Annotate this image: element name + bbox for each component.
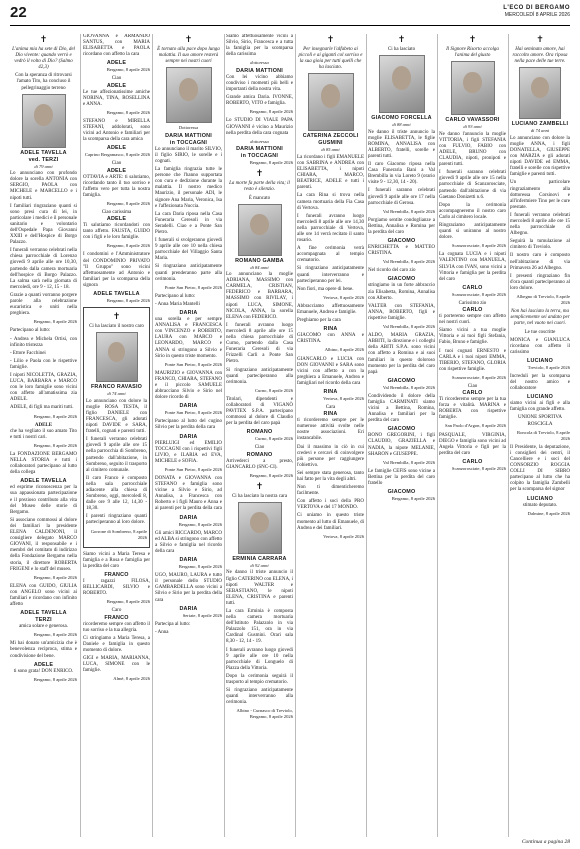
place-date: Scanzorosciate, 8 aprile 2026 <box>451 291 506 297</box>
condolence-text: Ti salutiamo ricordandoti con tanto affetto. FAUSTA, GUIDO con i figli e le loro famiglie. <box>83 223 150 241</box>
obituary-text: Dopo la cerimonia seguirà il trasporto al tempio crematorio. <box>226 673 293 685</box>
deceased-name: ADELE TAVELLA <box>20 478 67 485</box>
condolence-text: Abbracciamo affettuosamente Emanuele, Andrea e famiglie. <box>297 303 364 316</box>
deceased-name: DARIA MATTIONI <box>165 132 212 139</box>
condolence-text: Il Presidente, la deputazione, i consiglieri dei centri, il Cancelliere e i soci del CONSORZIO ROGGIA COLLI DI SIBRO partecipano al lutto che ha colpito la famiglia Zambelli per la scomparsa del signor <box>510 444 570 493</box>
condolence-text: - Anna <box>155 629 169 635</box>
obituary-text: I parenti ringraziano quanti parteciperanno al loro dolore. <box>86 514 147 526</box>
place-date: Curno, 8 aprile 2026 <box>254 387 293 393</box>
column-divider <box>152 34 153 837</box>
condolence-text: Non ti dimenticheremo facilmente. <box>297 485 364 497</box>
obituary-text: A fine cerimonia verrà accompagnata al tempio crematorio. <box>297 246 364 264</box>
place-date: Ponte San Pietro, 8 aprile 2026 <box>164 466 222 472</box>
obituary-text: La cara Daria riposa nella Casa Funeraria Ceresoli in via Seradelli. Ciao e a Ponte San Pietro. <box>155 211 222 235</box>
condolence-text: Ti ricorderemo sempre per la tua forza e vitalità. MARINA e ROBERTA con rispettive famiglie. <box>439 397 506 421</box>
place-date: Bergamo, 8 aprile 2026 <box>178 564 222 570</box>
deceased-name: ADELE <box>106 60 127 67</box>
newspaper-name: L'ECO DI BERGAMO <box>503 5 570 11</box>
obituary-text: Lo annunciano con profondo dolore la sorella ANTONIA con SERGIO, PAOLA con MICHELE e MARCELLO e i nipoti tutti. <box>10 171 77 201</box>
place-date: Almè, 8 aprile 2026 <box>113 676 150 682</box>
deceased-name: LUCIANO ZAMBELLI <box>511 121 569 128</box>
condolence-text: amica solare e generosa. <box>19 624 68 630</box>
condolence-text: Lo STUDIO DI VIALE PAPA GIOVANNI è vicino a Maurizio nella perdita della cara cognata <box>226 118 293 136</box>
cross-icon: ✝ <box>397 35 406 45</box>
deceased-title: dottoressa <box>250 138 269 144</box>
deceased-name: GIACOMO <box>387 489 416 496</box>
cross-icon: ✝ <box>326 35 335 45</box>
deceased-name: CARLO <box>462 284 483 291</box>
obituary-column-8 <box>510 34 570 834</box>
portrait-photo <box>166 67 212 123</box>
salutation: Ciao <box>111 76 122 82</box>
place-date: Caprino Bergamasco, 8 aprile 2026 <box>84 152 150 158</box>
obituary-text: Ne danno l'annuncio la moglie VITTORIA, i figli STEFANIA con FULVIO, FABIO con ADELE, BRUNO con CLAUDIA, nipoti, pronipoti e parenti tutti. <box>439 131 506 168</box>
condolence-text: Ci uniamo in questo triste momento al lutto di Emanuele, di Andrea e dei familiari. <box>297 513 364 531</box>
condolence-text: ADELE, di figli ma mariti tutti. <box>10 405 74 411</box>
epigraph: Hai seminato amore, hai raccolto amore. Ora riposa nella pace delle tue terre. <box>512 47 568 65</box>
obituary-column-5 <box>297 34 364 834</box>
condolence-text: Le famiglie CEFIS sono vicine a Bettina per la perdita del caro fratello <box>368 468 435 486</box>
portrait-photo <box>308 73 354 131</box>
obituary-text: Un particolare ringraziamento alla dottoressa Corsinovi e all'infermiere Tino per le cure prestate. <box>510 180 570 210</box>
deceased-name: CARLO <box>462 458 483 465</box>
condolence-text: BONO GREGORINI, i figli CLAUDIO, GRAZIELLA e NADIA, la nipote MELANIE, SHARON e GIUSEPPE. <box>368 433 435 457</box>
deceased-name: LUCIANO <box>527 357 553 364</box>
obituary-text: Si ringraziano anticipatamente quanti interverranno alla cerimonia. <box>226 688 293 706</box>
deceased-name: ADELE <box>106 145 127 152</box>
obituary-text: Lo annunciano il marito SILVIO, il figlio SIRIO, le sorelle e i cognati. <box>155 146 222 164</box>
condolence-text: stringiamo in un forte abbraccio zia Elisabetta, Romina, Annalisa con Alberto. <box>368 283 435 301</box>
condolence-text: Arrivederci a presto, GIANCARLO (SNC-CI). <box>226 458 293 470</box>
epigraph: Non hai lasciato la terra, ma semplicemente sei andato per parte, nel vuoto nei cuori. <box>510 309 570 327</box>
obituary-text: La famiglia ringrazia tutte le persone che l'hanno supportata con cura e dedizione durante la malattia. Il nostro medico Maurizio, il personale ADI, le signore Ana Maria, Veronica, Isa e l'affezionata Nuccia. <box>155 167 222 209</box>
place-date: Seriate, 8 aprile 2026 <box>182 612 222 618</box>
obituary-text: Non fiori, ma opere di bene. <box>297 286 354 292</box>
deceased-name: DARIA <box>179 403 198 410</box>
epigraph: Per insegnarle l'alfabeto ai piccoli e ai giganti col sorriso e la sua gioia per tutti quelli che ha lasciato. <box>298 47 363 71</box>
obituary-text: I funerali avranno luogo giovedì 9 aprile alle ore 10 nella parrocchiale di Longuelo di Piazza della Vittoria. <box>226 647 293 671</box>
place-date: Bergamo, 8 aprile 2026 <box>106 200 150 206</box>
place-date: Bergamo, 8 aprile 2026 <box>391 496 435 502</box>
obituary-text: Si ringraziano anticipatamente quanti prenderanno parte alla cerimonia. <box>155 264 222 282</box>
condolence-text: GIACOMO con ANNA e CRISTINA. <box>297 333 364 345</box>
column-divider <box>295 34 296 837</box>
condolence-text: GIANCARLO e LUCIA con DON GIOVANNI e SARA sono vicini con affetto a con la preghiera a Emanuele, Andrea e famigliari nel ricordo della cara <box>297 356 364 386</box>
deceased-name: FRANCO <box>104 614 129 621</box>
condolence-text: Condividendo il dolore della famiglia CARMINATI siamo vicini a Bettina, Romina, Annalisa e familiari per la perdita del caro <box>368 393 435 424</box>
salutation: Cara <box>325 405 336 411</box>
cross-icon: ✝ <box>255 481 264 492</box>
deceased-name: ADELE <box>106 82 127 89</box>
condolence-text: Le tue coscritte <box>524 329 556 335</box>
condolence-text: I ragazzi FILOSA, BELLICARDI, SILVIO e ROBERTO. <box>83 579 150 597</box>
place-date: Scanzorosciate, 8 aprile 2026 <box>451 374 506 380</box>
deceased-title: dottoressa <box>250 60 269 66</box>
cross-icon: ✝ <box>255 169 264 180</box>
place-date: Val Brembilla, 8 aprile 2026 <box>382 208 435 214</box>
obituary-text: La cara Erminia è composta nella camera mortuaria dell'Istituto Palazzolo in via Palazzolo 151, ora in via Cardinal Gusmini. Orari sala 8,30 - 12, 14 - 19. <box>226 608 293 645</box>
condolence-text: Partecipa al lutto: <box>155 621 191 627</box>
portrait-photo <box>22 94 66 148</box>
condolence-text: Siamo vicini a tua moglie Vittoria e ai tuoi figli Stefania, Fabio, Bruno e famiglie. <box>439 328 506 346</box>
place-date: Scanzorosciate, 8 aprile 2026 <box>451 243 506 249</box>
obituary-text: I funerali si svolgeranno giovedì 9 aprile alle ore 10 nella chiesa parrocchiale del Villaggio Santa Maria. <box>155 238 222 262</box>
condolence-text: - Ettore Facchinei <box>10 350 46 356</box>
deceased-name: CARLO <box>462 390 483 397</box>
condolence-text: Preghiamo per la cara <box>297 318 341 324</box>
place-date: Albino, 8 aprile 2026 <box>324 347 364 353</box>
deceased-age: di 88 anni <box>392 122 411 128</box>
condolence-text: Le tue affezionatissime amiche NORINA, TINA, ROSELLINA e ANNA. <box>83 89 150 107</box>
portrait-photo <box>451 61 495 115</box>
page-header <box>10 4 570 26</box>
portrait-photo <box>238 204 282 256</box>
deceased-age: di 79 anni <box>34 163 53 169</box>
obituary-text: Il nostro caro è composto nell'abitazione di via Primavera 26 ad Albegno. <box>510 253 570 271</box>
salutation: Ciao <box>111 161 122 167</box>
place-date: Val Brembilla, 8 aprile 2026 <box>382 384 435 390</box>
deceased-name: DARIA <box>179 557 198 564</box>
place-date: Bergamo, 8 aprile 2026 <box>106 109 150 115</box>
deceased-name: LUCIANO <box>527 394 553 401</box>
place-date: Ponte San Pietro, 8 aprile 2026 <box>164 410 222 416</box>
condolence-text: Con affetto i soci della PRO VERTOVA e del 17 MONDO. <box>297 499 364 511</box>
obituary-text: I funerali verranno celebrati giovedì 9 aprile alle ore 15 nella parrocchia di Sombreno, partendo dall'abitazione, in Sombreno, seguito il trasporto al cimitero comunale. <box>86 437 147 473</box>
condolence-text: Partecipano al lutto del cugino Silvio per la perdita della cara <box>155 419 222 431</box>
salutation: Caro <box>111 608 122 614</box>
deceased-name: ADELE <box>106 167 127 174</box>
deceased-name: FRANCO RAVASIO <box>90 384 143 391</box>
obituary-text: I funerali verranno celebrati mercoledì 8 aprile alle ore 15 nella parrocchiale di Albegno. <box>510 212 570 237</box>
deceased-married-name: ved. TERZI <box>28 156 59 163</box>
deceased-age: di 74 anni <box>107 391 126 397</box>
condolence-text: I tuoi cognati ERNESTO e CARLA e i tuoi nipoti EMMA, TIBERIO, STEFANO, GLORIA con rispettive famiglie. <box>439 348 506 372</box>
cross-icon: ✝ <box>39 35 48 45</box>
cross-icon: ✝ <box>536 35 544 45</box>
deceased-age: di 85 anni <box>321 147 340 153</box>
condolence-text: DONATA e GIOVANNA con STEFANO e famiglia sono vicine a Silvio e Sirio, ad Annalisa, a Francesca con Roberto e i figli Mauro e Anna e ai parenti per la perdita della cara <box>155 476 222 512</box>
condolence-text: Nel ricordo del caro zio <box>368 268 416 274</box>
place-date: Vertova, 8 aprile 2026 <box>323 533 364 539</box>
obituary-text: Grazie a quanti vorranno porgere parole alla celebrazione eucaristica e uniti nella preghiera. <box>10 292 77 317</box>
condolence-text: ricorderemo sempre con affetto il tuo sorriso e la tua allegria. <box>83 621 150 633</box>
column-divider <box>224 34 225 837</box>
obituary-intro: Ci ha lasciato <box>387 47 416 52</box>
deceased-age: di 92 anni <box>250 562 269 568</box>
condolence-text: PIERLUIGI ed EMILIO TOCCAGNI con i rispettivi figli LIVIO, e ILARIA ed EVA, MICHELE e SOFIA. <box>155 440 222 464</box>
condolence-text: Dai il massimo in ciò in cui credevi e cercavi di coinvolgere più persone per raggiungere l'obiettivo. <box>297 444 364 468</box>
deceased-name: DARIA <box>179 514 198 521</box>
obituary-column-7 <box>439 34 506 834</box>
column-divider <box>80 34 81 837</box>
deceased-name: GIACOMO <box>387 276 416 283</box>
column-divider <box>508 34 509 837</box>
portrait-photo <box>519 67 561 119</box>
deceased-name: FRANCO <box>104 572 129 579</box>
condolence-text: STEFANO e MIRELLA STEFANI, addolorati, sono vicini ad Antonio e familiari per la scomparsa della cara amica <box>83 118 150 143</box>
portrait-photo <box>238 502 282 554</box>
salutation: Carissimo zio <box>458 300 487 306</box>
place-date: Roncola di Treviolo, 8 aprile 2026 <box>517 429 570 441</box>
deceased-age: di 93 anni <box>463 124 482 130</box>
deceased-married-name: in TOCCAGNI <box>169 139 208 146</box>
obituary-text: La cara Rina si trova nella camera mortuaria della Fia Casa di Vertova. <box>297 193 364 211</box>
condolence-text: Con lei vicino abbiamo condiviso i momenti più belli e importanti della nostra vita. <box>226 74 293 93</box>
obituary-column-3 <box>155 34 222 834</box>
condolence-text: Si associano commossi al dolore dei familiari la presidente ELENA CALDENONI, il consigliere delegato MARCO GIOVANI, il responsabile e i membri del comitato di indirizzo della Fondazione Bergamo nella storia, il direttore ROBERTA FRIGENI e lo staff del museo. <box>10 517 77 572</box>
salutation: Ciao <box>254 445 265 451</box>
condolence-text: Mi hai donato un'amicizia che è benevolenza reciproca, stima e condivisione del bene. <box>10 641 77 659</box>
condolence-text: che ha vegliato il suo amato Tito e tutti i nostri cari. <box>10 428 77 440</box>
deceased-name: GIACOMO FORCELLA <box>371 115 432 122</box>
condolence-text: Sei sempre stata generosa, tanto hai fatto per la vita degli altri. <box>297 470 364 482</box>
column-divider <box>437 34 438 837</box>
deceased-name: DARIA <box>179 433 198 440</box>
place-date: Curno, 8 aprile 2026 <box>254 436 293 442</box>
place-date: Bergamo, 8 aprile 2026 <box>33 413 77 419</box>
deceased-age: di 84 anni <box>250 264 269 270</box>
obituary-column-1 <box>10 34 77 834</box>
obituary-column-6 <box>368 34 435 834</box>
condolence-text: ALDO, MARIA GRAZIA, ABBITI, la direzione e i colleghi della ABITI S.P.A. sono vicini con affetto a Romina e ai suoi familiari in questo doloroso momento per la perdita del caro papà <box>368 333 435 375</box>
condolence-text: UGO, MAURO, LAURA e tutto il personale dello STUDIO GAMBARDELLA sono vicini a Silvio e Sirio per la perdita della cara <box>155 573 222 603</box>
condolence-text: stimato deputato. <box>522 502 558 508</box>
deceased-married-name: in TOCCAGNI <box>240 153 279 160</box>
deceased-name: RINA <box>323 326 338 333</box>
deceased-name: ADELE <box>34 422 53 428</box>
deceased-married-name: GUSMINI <box>318 140 343 147</box>
condolence-text: VALTER con STEFANIA, ANNA, ROBERTO, figli e rispettive famiglie. <box>368 303 435 321</box>
obituary-intro: Ci ha lasciato la nostra cara <box>231 493 288 499</box>
cross-icon: ✝ <box>184 35 193 45</box>
obituary-text: I funerali avranno luogo mercoledì 8 aprile alle ore 14,30 nella parrocchiale di Vertova, alle ore 14 verrà recitato il santo rosario. <box>297 213 364 244</box>
place-date: Vertova, 8 aprile 2026 <box>323 395 364 401</box>
condolence-text: Titolari, dipendenti e collaboratori di VIGANÒ PAVITEX S.P.A. partecipano commossi al dolore di Claudio per la perdita del caro papà <box>226 396 293 427</box>
obituary-text: Ne danno il triste annuncio la moglie ELISABETTA, le figlie ROMINA, ANNALISA con ALBERTO, fratelli, sorelle e parenti tutti. <box>368 129 435 159</box>
deceased-name: GIACOMO <box>387 377 416 384</box>
place-date: Bergamo, 8 aprile 2026 <box>106 243 150 249</box>
obituary-column-4 <box>226 34 293 834</box>
place-date: Val Brembilla, 8 aprile 2026 <box>382 259 435 265</box>
condolence-signer: UNIONE SPORTIVA ROSCIGLA <box>518 415 562 427</box>
newspaper-masthead <box>503 5 570 19</box>
condolence-text: una sorella e per sempre ANNALISA e FRANCESCA con VINCENZO e ROBERTO, LAURA con MARCO e LEONARDO, MARCO e ANNA si stringono a Silvio e Sirio in questo triste momento. <box>155 317 222 359</box>
column-divider <box>366 34 367 837</box>
place-date: Albino - Curnasco di Treviolo, Bergamo, 8 aprile 2026 <box>236 708 293 720</box>
salutation: Ciao carissima <box>101 209 132 215</box>
deceased-name: CARLO VAVASSORI <box>445 117 500 124</box>
deceased-married-name: TERZI <box>35 617 52 624</box>
place-date: Bergamo, 8 aprile 2026 <box>33 574 77 580</box>
condolence-text: Gli amici RICCARDO, MARCO ed ALBA si stringono con affetto a Silvio e famiglia nel ricordo della cara <box>155 530 222 554</box>
condolence-text: Porgiamo sentite condoglianze a Bettina, Annalisa e Romina per la perdita del caro <box>368 217 435 235</box>
condolence-text: ed esprime riconoscenza per la sua appassionata partecipazione e il prezioso contributo alla vita del Museo delle storie di Bergamo. <box>10 485 77 515</box>
place-date: Bergamo, 8 aprile 2026 <box>33 676 77 682</box>
portrait-photo <box>379 55 425 113</box>
obituary-text: Lo annunciano la moglie ADRIANA, MASSIMO con CARMELA, CRISTIAN, FEDERICO e BARBARA, MASSIMO con RIVILAY, i nipoti LUCA, SIMONE, NICOLA, ANNA, la sorella ELENA con FEDERICO. <box>226 272 293 320</box>
condolence-text: ti ricorderemo sempre per le numerose attività svolte nelle nostre associazioni. Eri instancabile. <box>297 418 364 442</box>
deceased-name: ROMANO <box>246 429 273 436</box>
place-date: Ponte San Pietro, 8 aprile 2026 <box>164 361 222 367</box>
place-date: Bergamo, 8 aprile 2026 <box>33 319 77 325</box>
deceased-name: CATERINA ZECCOLI <box>302 133 359 140</box>
obituary-intro: Ci ha lasciato il nostro caro <box>89 324 144 330</box>
deceased-name: CARLO <box>462 307 483 314</box>
condolence-text: La FONDAZIONE BERGAMO NELLA STORIA e tutti i collaboratori partecipano al lutto della collega <box>10 452 77 476</box>
condolence-text: I condomini e l'Amministratore del CONDOMINIO PRIVATO "Il Gruppo" sono vicini affettuosamente ad Antonio e familiari per la scomparsa della signora <box>83 252 150 288</box>
condolence-text: - Anna Maria Mantelli <box>155 301 200 307</box>
deceased-name: ADELE TAVELLA <box>20 149 67 156</box>
place-date: San Paolo d'Argon, 8 aprile 2026 <box>445 423 506 429</box>
epigraph: È tornato alla pace dopo lunga malattia. Il suo amore resterà sempre nei nostri cuori <box>157 47 220 65</box>
place-date: Val Brembilla, 8 aprile 2026 <box>382 459 435 465</box>
obituary-text: I funerali verranno celebrati nella chiesa parrocchiale di Lorenzo giovedì 9 aprile alle ore 10,30, partendo dalla camera mortuaria dell'hospice di Borgo Palazzo. La salma sarà nella giornata di mercoledì, ore 9 - 12, 15 - 18. <box>10 248 77 290</box>
deceased-name: ERMINIA CARRARA <box>232 555 287 562</box>
place-date: Bergamo, 8 aprile 2026 <box>106 599 150 605</box>
obituary-intro: È mancato <box>248 195 271 201</box>
deceased-name: ROMANO GAMBA <box>235 257 284 264</box>
condolence-text: GIGI e MARIA, MARIANNA, LUCA, SIMONE con le famiglie. <box>83 655 150 674</box>
continued-note: Continua a pagina 28 <box>521 839 570 845</box>
epigraph: La morte fa parte della vita; il resto è silenzio. <box>229 181 290 193</box>
obituary-text: I funerali saranno celebrati giovedì 9 aprile alle ore 17 nella parrocchiale di Gerosa. <box>368 188 435 206</box>
deceased-name: ADELE TAVELLA <box>93 291 140 297</box>
condolence-text: Siamo vicini a Maria Teresa e famiglia e a Rosa e famiglia per la perdita del caro <box>83 551 150 569</box>
condolence-text: ti sono grata! DON ENRICO. <box>13 668 74 674</box>
place-date: Bergamo, 8 aprile 2026 <box>249 472 293 478</box>
condolence-text: OTTAVIA e ARTE: ti salutiamo, ricordando tanto il tuo sorriso e l'affetto vero per tutta la nostra famiglia. <box>83 174 150 198</box>
place-date: Bergamo, 8 aprile 2026 <box>33 632 77 638</box>
salutation: Ciao <box>467 383 478 389</box>
place-date: Treviolo, 8 aprile 2026 <box>527 364 570 370</box>
place-date: Val Brembilla, 8 aprile 2026 <box>382 324 435 330</box>
cross-icon: ✝ <box>468 35 477 45</box>
place-date: Dalmine, 8 aprile 2026 <box>527 510 570 516</box>
deceased-name: GIACOMO <box>387 426 416 433</box>
deceased-name: DARIA <box>179 605 198 612</box>
epigraph: L'anima mia ha sete di Dio, del Dio vivente: quando verrò e vedrò il volto di Dio? (Salmo 42,3) <box>12 47 75 71</box>
deceased-name: LUCIANO <box>527 495 553 502</box>
epigraph: Il Signore Risorto accolga l'anima del giusto <box>446 47 499 59</box>
obituary-text: I familiari ringraziano quanti si sono presi cura di lei, in particolare i medici e il personale sanitario e volontario dell'Ospedale Papa Giovanni XXIII e dell'Hospice di Borgo Palazzo. <box>10 203 77 246</box>
condolence-text: MONICA e GIANLUCA ricordano con affetto il carissimo <box>510 337 570 355</box>
place-date: Bergamo, 8 aprile 2026 <box>106 298 150 303</box>
obituary-text: Dopo la cerimonia accompagneremo il nostro caro Carlo al cimitero locale. <box>439 202 506 220</box>
place-date: Bergamo, 8 aprile 2026 <box>178 521 222 527</box>
place-date: Bergamo, 8 aprile 2026 <box>106 67 150 73</box>
condolence-text: GIOVANNA e ARMANDO SANTUS, con MARIA ELISABETTA e PAOLA ricordano con affetto la cara <box>83 34 150 58</box>
place-date: Bergamo, 8 aprile 2026 <box>249 160 293 166</box>
obituary-text: I funerali avranno luogo mercoledì 8 aprile alle ore 15 nella chiesa parrocchiale di Curno, partendo dalla Casa Funeraria Ceresoli di via Frizzelli Carli a Ponte San Pietro. <box>226 322 293 365</box>
condolence-text: Increduli per la scomparsa del nostro amico e collaboratore <box>510 373 570 392</box>
place-date: Bergamo, 8 aprile 2026 <box>249 109 293 115</box>
deceased-name: DARIA MATTIONI <box>236 67 283 74</box>
deceased-name: RINA <box>323 388 338 395</box>
condolence-text: La cognata LUCIA e i nipoti VALENTINO con MANUELA, SILVIA con IVAN, sono vicini a Vittoria e famiglia per la perdita del caro <box>439 252 506 282</box>
obituary-text: Si ringraziano anticipatamente quanti interverranno e parteciperanno per lei. <box>297 266 364 284</box>
condolence-text: I nipoti NICOLETTA, GRAZIA, LUCA, BARBARA e MARCO con le loro famiglie sono vicini con affetto all'amatissima zia ADELE. <box>10 372 77 403</box>
page-number: 22 <box>10 4 27 21</box>
deceased-name: DARIA MATTIONI <box>236 146 283 153</box>
deceased-name: GIACOMO <box>387 238 416 245</box>
obituary-text: Seguirà la tumulazione al cimitero di Treviolo. <box>510 239 570 251</box>
place-date: Bergamo, 8 aprile 2026 <box>33 442 77 448</box>
obituary-column-2 <box>83 34 150 834</box>
deceased-name: ADELE <box>33 661 54 668</box>
obituary-text: Ne danno il triste annuncio il figlio CATERINO con ELENA, i nipoti WALTER e SEBASTIANO, le nipoti ELENA, CRISTINA e parenti tutti. <box>226 570 293 606</box>
condolence-text: ENRICHETTA e MATTEO CRISTINA. <box>368 245 435 257</box>
obituary-text: Il caro Franco è composto nella sala parrocchiale adiacente alla chiesa di Sombreno, oggi, mercoledì 8, dalle ore 9 alle 12, 14,30 - 18,30. <box>86 475 147 512</box>
condolence-text: Siamo affettuosamente vicini a Silvio, Sirio, Francesca e a tutta la famiglia per la scomparsa della carissima <box>226 34 293 58</box>
obituary-text: La ricordano i figli EMANUELE con SABRINA e ANDREA con ELISABETTA, i nipoti CHIARA, MARCO, BEATRICE, ADELE e tutti i parenti. <box>297 154 364 191</box>
obituary-text: Ringraziamo anticipatamente quanti si uniranno al nostro dolore. <box>439 223 506 241</box>
deceased-name: RINA <box>323 411 338 418</box>
condolence-text: MAURIZIO e GIOVANNA con FRANCO, CHIARA, STEFANO e il piccolo SAMUELE abbracciano Silvio e Sirio nel dolore ricordo di <box>155 370 222 401</box>
condolence-text: Ci stringiamo a Maria Teresa, a Daniele e famiglia in questo momento di dolore. <box>83 635 150 653</box>
obituary-text: I funerali saranno celebrati giovedì 9 aprile alle ore 15 nella parrocchiale di Scanzorosciate, partendo dall'abitazione di via Gaetano Donizetti n.6. <box>439 170 506 200</box>
issue-date: MERCOLEDÌ 8 APRILE 2026 <box>504 12 570 18</box>
deceased-name: DARIA <box>179 310 198 317</box>
portrait-photo <box>96 332 138 382</box>
deceased-title: Dottoressa <box>178 125 199 131</box>
condolence-text: - Lilio e Paola con le rispettive famiglie. <box>10 358 77 370</box>
cross-icon: ✝ <box>112 312 121 323</box>
obituary-text: Il caro Giacomo riposa nella Casa Funeraria Bani a Val Brembilla in via Loreto 9 (orario visite 9 - 12,30, 14 - 20). <box>368 162 435 186</box>
obituary-text: Lo annunciano con dolore la moglie ANNA, i figli DONATELLA, GIUSEPPE con MARZIA e gli adorati nipoti DAVIDE ed EMMA, fratelli e sorelle con rispettive famiglie e parenti tutti. <box>510 135 570 178</box>
place-date: Ponte San Pietro, 8 aprile 2026 <box>164 284 222 290</box>
place-date: Scanzorosciate, 8 aprile 2026 <box>451 465 506 471</box>
condolence-text: Partecipano al lutto: <box>10 328 51 334</box>
condolence-text: - Andrea e Michela Ortisi, con infinito tristezza <box>10 336 77 348</box>
obituary-text: I presenti ringraziano fin d'ora quanti parteciperanno al loro dolore. <box>510 273 570 291</box>
condolence-text: siamo vicini ai figli e alla famiglia con grande affetto. <box>510 401 570 413</box>
deceased-name: ADELE <box>106 216 127 223</box>
place-date: Gorrone di Sombreno, 8 aprile 2026 <box>90 528 147 540</box>
condolence-text: Partecipano al lutto: <box>155 293 196 299</box>
condolence-text: ELENA con GUIDO, GIULIA con ANGELO sono vicini ai familiari e ricordano con infinito affetto <box>10 583 77 608</box>
deceased-name: ROMANO <box>246 451 273 458</box>
deceased-name: ADELE TAVELLA <box>20 610 67 617</box>
deceased-age: di 74 anni <box>530 128 550 134</box>
obituary-text: Lo annunciano con dolore la moglie ROSA TESTA, il figlio DANIELE con FRANCESCA, gli adorati nipoti DAVIDE e SARA, fratelli, cognati e parenti tutti. <box>86 398 147 435</box>
place-date: Albegno di Treviolo, 8 aprile 2026 <box>516 294 570 306</box>
obituary-notice <box>83 307 150 548</box>
obituary-intro: Con la speranza di ritrovarsi l'amato Tito, ha concluso il pellegrinaggio terreno <box>15 73 72 91</box>
obituary-text: Si ringraziano anticipatamente quanti parteciperanno alla cerimonia. <box>226 367 293 385</box>
place-date: Vertova, 8 aprile 2026 <box>323 294 364 300</box>
condolence-text: PASQUALE, VIRGINIA, DIEGO e famiglia sono vicini ad Angela Vittoria e figli per la perdita del caro <box>439 432 506 456</box>
condolence-text: ti porteremo sempre con affetto nei nostri cuori. <box>439 314 506 326</box>
condolence-text: Grande amica Daria. IVONNE, ROBERTO, VITO e famiglia. <box>226 95 293 107</box>
